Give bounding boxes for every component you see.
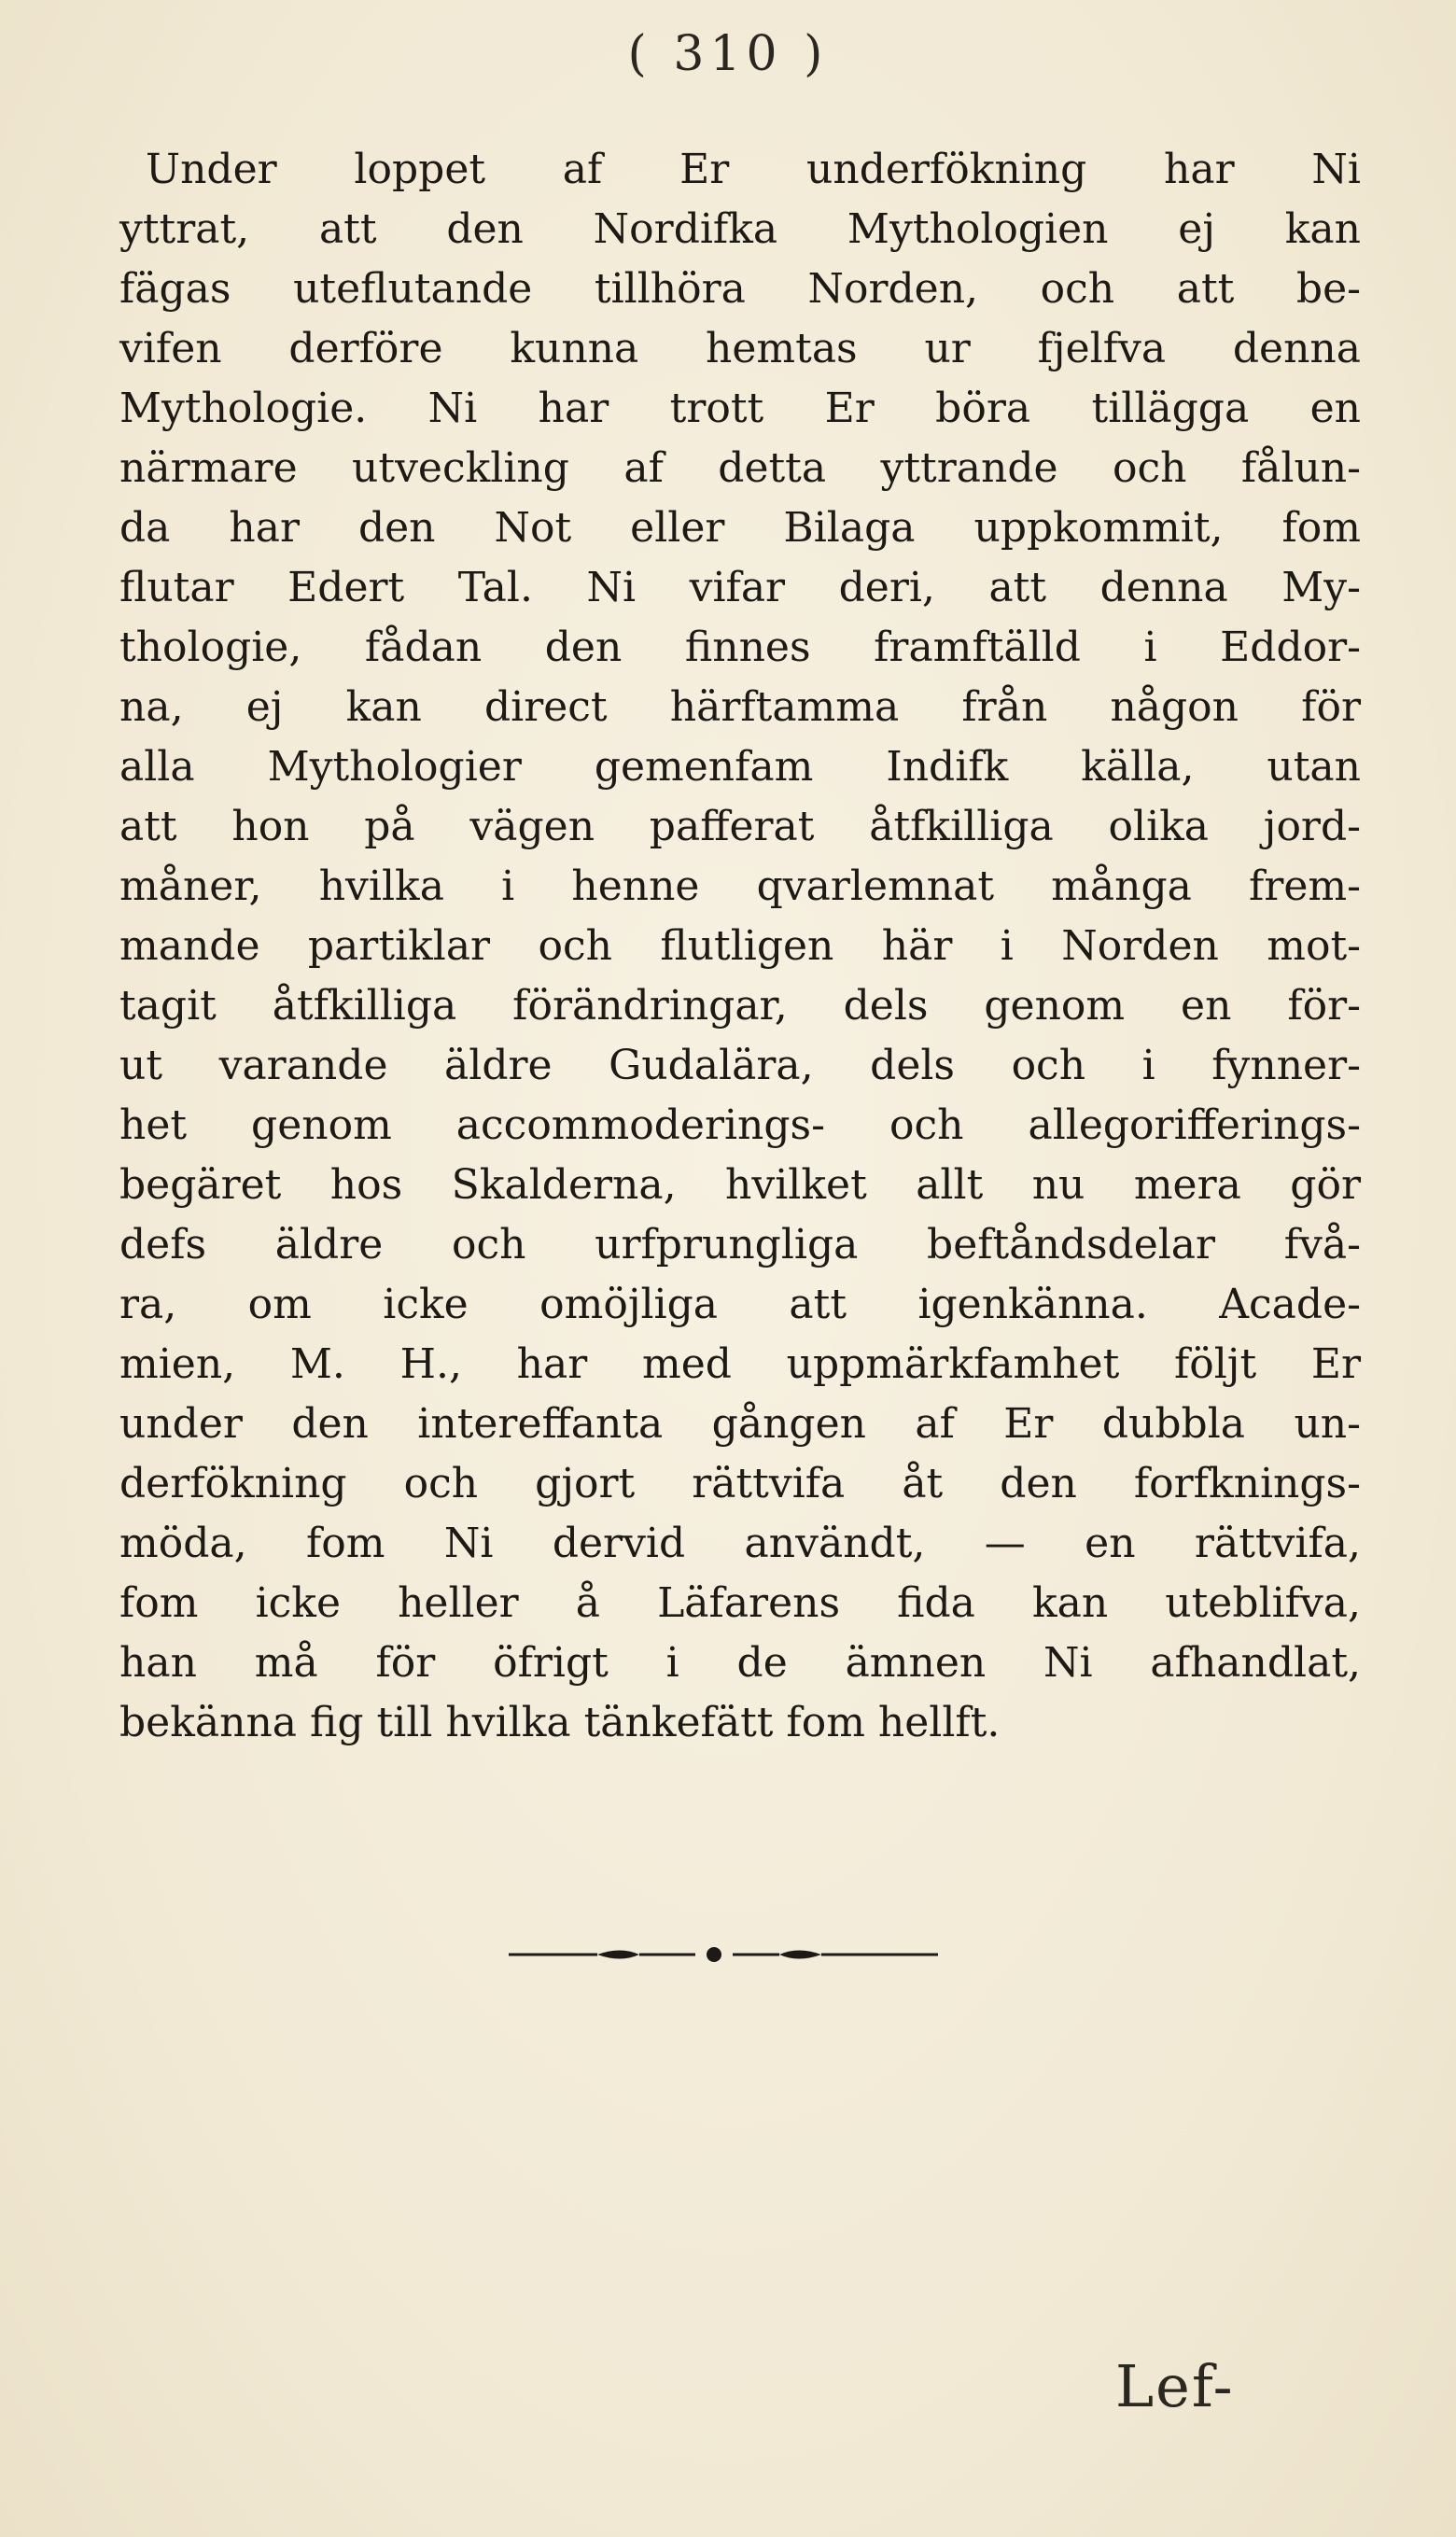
text-line: flutar Edert Tal. Ni vifar deri, att denna My-	[119, 564, 1361, 611]
text-line: under den intereffanta gången af Er dubbla un-	[119, 1400, 1361, 1448]
text-line: bekänna fig till hvilka tänkefätt fom hellft.	[119, 1699, 1001, 1746]
text-line: het genom accommoderings- och allegorifferings-	[119, 1101, 1361, 1149]
text-line: vifen derföre kunna hemtas ur fjelfva denna	[119, 325, 1361, 372]
text-line: da har den Not eller Bilaga uppkommit, fom	[119, 504, 1361, 552]
text-line: yttrat, att den Nordifka Mythologien ej kan	[119, 205, 1361, 253]
catchword: Lef-	[1115, 2352, 1235, 2420]
text-line: alla Mythologier gemenfam Indifk källa, utan	[119, 743, 1361, 791]
text-line: Mythologie. Ni har trott Er böra tillägga en	[119, 385, 1361, 432]
text-line: defs äldre och urfprungliga beftåndsdelar fvå-	[119, 1221, 1361, 1268]
text-line: måner, hvilka i henne qvarlemnat många frem-	[119, 862, 1361, 910]
text-line: tagit åtfkilliga förändringar, dels genom en för-	[119, 982, 1361, 1030]
text-line: fägas uteflutande tillhöra Norden, och att be-	[119, 265, 1361, 313]
body-text	[119, 140, 1361, 1753]
text-line: fom icke heller å Läfarens fida kan uteblifva,	[119, 1579, 1361, 1627]
text-line: na, ej kan direct härftamma från någon för	[119, 683, 1361, 731]
text-line: Under loppet af Er underfökning har Ni	[146, 146, 1361, 193]
text-line: ra, om icke omöjliga att igenkänna. Acade-	[119, 1281, 1361, 1328]
text-line: ut varande äldre Gudalära, dels och i fynner-	[119, 1042, 1361, 1089]
ornament-rule-icon	[509, 1944, 938, 1965]
text-line: mien, M. H., har med uppmärkfamhet följt Er	[119, 1340, 1361, 1388]
text-line: närmare utveckling af detta yttrande och fålun-	[119, 444, 1361, 492]
text-line: möda, fom Ni dervid användt, — en rättvifa,	[119, 1520, 1361, 1567]
text-line: begäret hos Skalderna, hvilket allt nu mera gör	[119, 1161, 1361, 1209]
text-line: han må för öfrigt i de ämnen Ni afhandlat,	[119, 1639, 1361, 1687]
text-line: mande partiklar och flutligen här i Norden mot-	[119, 922, 1361, 970]
text-line: att hon på vägen pafferat åtfkilliga olika jord-	[119, 803, 1361, 850]
text-line: derfökning och gjort rättvifa åt den forfknings-	[119, 1460, 1361, 1507]
page-number: ( 310 )	[627, 26, 829, 82]
text-line: thologie, fådan den finnes framftälld i Eddor-	[119, 624, 1361, 671]
